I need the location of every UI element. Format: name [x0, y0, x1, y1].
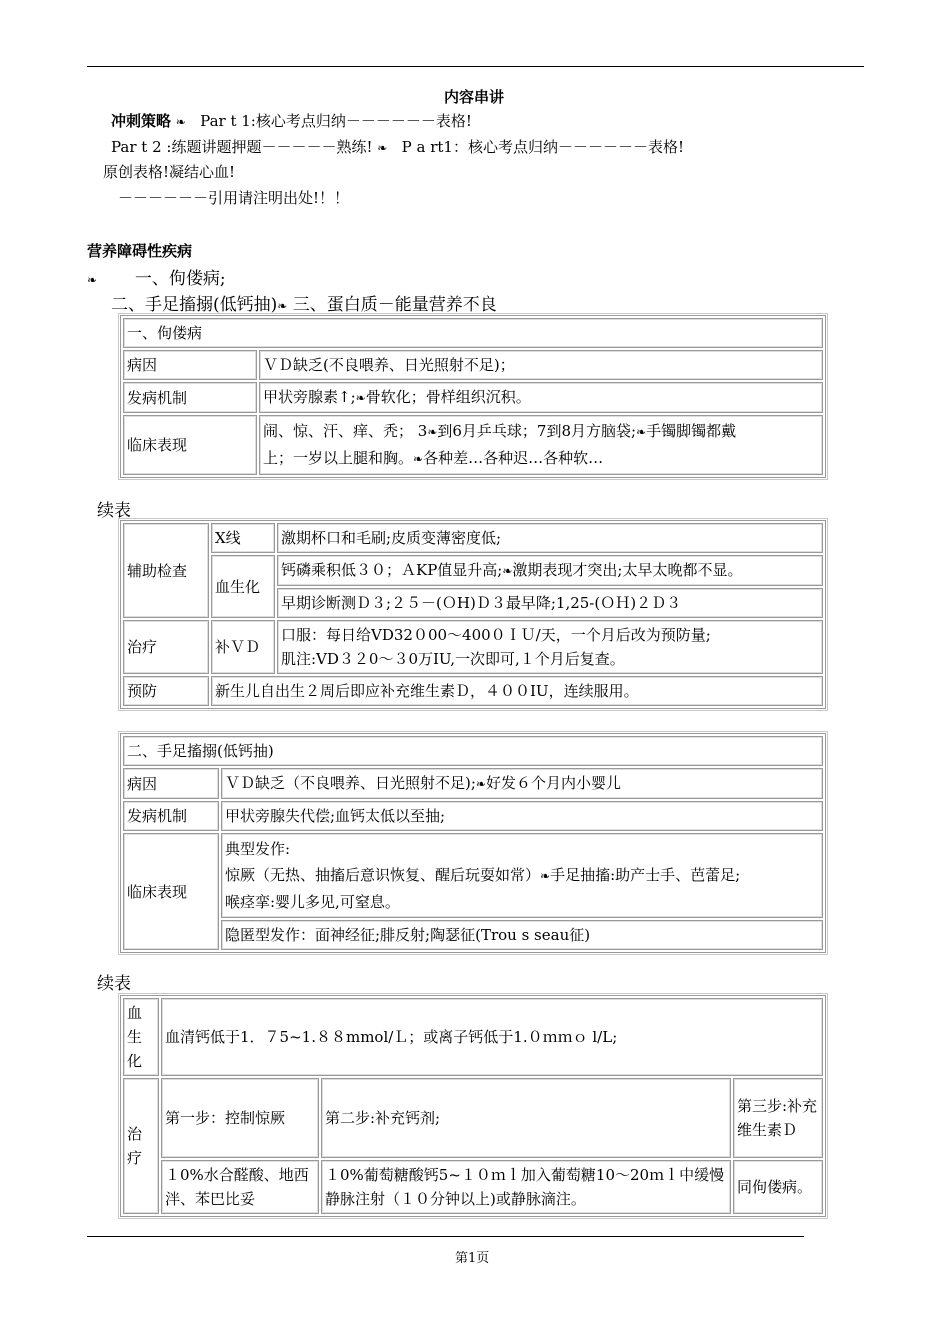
continued-label: 续表 — [97, 501, 131, 521]
toc-item-malnutrition: 三、蛋白质－能量营养不良 — [292, 295, 497, 315]
toc-item-tetany: 二、手足搐搦(低钙抽) — [111, 295, 278, 315]
document-title: 内容串讲 — [444, 88, 505, 106]
row-value — [221, 768, 823, 799]
bullet-icon: ❧ — [636, 425, 647, 439]
row-value — [259, 382, 823, 413]
row-label: 治疗 — [123, 620, 209, 674]
row-label: 辅助检查 — [123, 523, 209, 618]
strategy-label: 冲刺策略 — [111, 112, 172, 130]
step-header: 第三步:补充维生素Ｄ — [733, 1078, 823, 1158]
value-part: 好发６个月内小婴儿 — [485, 774, 621, 792]
bullet-icon: ❧ — [540, 869, 551, 883]
bullet-icon: ❧ — [413, 452, 424, 466]
value-part: 上；一岁以上腿和胸。 — [263, 449, 414, 467]
section-heading: 营养障碍性疾病 — [87, 242, 193, 260]
step-header: 第二步:补充钙剂; — [321, 1078, 731, 1158]
row-value — [277, 620, 823, 674]
row-label: 临床表现 — [123, 415, 257, 475]
part1-text: Par t 1:核心考点归纳－－－－－－表格! — [200, 112, 472, 130]
row-label: 血生化 — [123, 998, 159, 1076]
row-label: 病因 — [123, 768, 219, 799]
value-part: 肌注:VD３２0～３0万IU,一次即可,１个月后复查。 — [281, 650, 625, 668]
rickets-table — [120, 315, 826, 478]
sub-label: 血生化 — [211, 555, 275, 618]
step-detail: 同佝偻病。 — [733, 1160, 823, 1214]
row-value: ＶＤ缺乏(不良喂养、日光照射不足)； — [259, 350, 823, 380]
row-value — [221, 833, 823, 918]
intro-line-4: －－－－－－引用请注明出处!！！ — [118, 189, 350, 207]
toc-line-1 — [87, 264, 226, 289]
row-value: 血清钙低于1．７5~1.８８mmol/Ｌ；或离子钙低于1.０ｍｍｏ l/L; — [161, 998, 823, 1076]
value-part: 骨软化；骨样组织沉积。 — [365, 388, 531, 406]
value-part: 闹、惊、汗、痒、秃； 3 — [263, 422, 428, 440]
value-part: 典型发作: — [225, 840, 291, 858]
table-title: 二、手足搐搦(低钙抽) — [123, 736, 823, 766]
row-label: 病因 — [123, 350, 257, 380]
intro-line-1 — [111, 110, 472, 131]
value-part: 手足抽搐:助产士手、芭蕾足; — [550, 866, 741, 884]
row-value: 隐匿型发作：面神经征;腓反射;陶瑟征(Trou s seau征) — [221, 920, 823, 950]
toc-line-2 — [111, 290, 497, 315]
value-part: 喉痉挛:婴儿多见,可窒息。 — [225, 893, 400, 911]
table-title: 一、佝偻病 — [123, 318, 823, 348]
bullet-icon: ❧ — [175, 115, 186, 129]
row-label: 临床表现 — [123, 833, 219, 950]
row-value — [259, 415, 823, 475]
value-part: 各种差…各种迟…各种软… — [423, 449, 604, 467]
tetany-table — [120, 733, 826, 953]
sub-label: 补ＶＤ — [211, 620, 275, 674]
row-label: 发病机制 — [123, 382, 257, 413]
intro-line-2 — [111, 136, 684, 157]
row-label: 治疗 — [123, 1078, 159, 1214]
row-label: 发病机制 — [123, 801, 219, 831]
bullet-icon: ❧ — [475, 777, 486, 791]
part2-text: Par t 2 :练题讲题押题－－－－－熟练! — [111, 138, 378, 156]
sub-label: X线 — [211, 523, 275, 553]
bullet-icon: ❧ — [502, 564, 513, 578]
bullet-icon: ❧ — [377, 141, 388, 155]
row-value: 甲状旁腺失代偿;血钙太低以至抽; — [221, 801, 823, 831]
value-part: 钙磷乘积低３０；ＡKP值显升高; — [281, 561, 503, 579]
part1-repeat-text: P a rt1：核心考点归纳－－－－－－表格! — [401, 138, 684, 156]
value-part: 手镯脚镯都戴 — [646, 422, 737, 440]
page-number: 第1页 — [455, 1251, 490, 1266]
value-part: 激期表现才突出;太早太晚都不显。 — [512, 561, 743, 579]
row-value: 早期诊断测Ｄ３;２５－(ＯH)Ｄ３最早降;1,25-(ＯＨ)２Ｄ３ — [277, 588, 823, 618]
bullet-icon: ❧ — [87, 273, 98, 287]
bullet-icon: ❧ — [427, 425, 438, 439]
step-header: 第一步：控制惊厥 — [161, 1078, 319, 1158]
value-part: 甲状旁腺素↑; — [263, 388, 356, 406]
row-value: 新生儿自出生２周后即应补充维生素Ｄ，４００IU，连续服用。 — [211, 676, 823, 706]
tetany-continued-table — [120, 995, 826, 1217]
bottom-rule — [87, 1236, 804, 1237]
toc-item-rickets: 一、佝偻病; — [134, 269, 226, 289]
step-detail: １0%葡萄糖酸钙5~１０ｍｌ加入葡萄糖10～20ｍｌ中缓慢静脉注射（１０分钟以上)或静脉滴注。 — [321, 1160, 731, 1214]
top-rule — [87, 66, 864, 67]
rickets-continued-table — [120, 520, 826, 709]
step-detail: １0%水合醛酸、地西泮、苯巴比妥 — [161, 1160, 319, 1214]
bullet-icon: ❧ — [355, 391, 366, 405]
value-part: 到6月乒乓球；7到8月方脑袋; — [437, 422, 637, 440]
value-part: ＶＤ缺乏（不良喂养、日光照射不足); — [225, 774, 476, 792]
bullet-icon: ❧ — [277, 299, 288, 313]
value-part: 惊厥（无热、抽搐后意识恢复、醒后玩耍如常） — [225, 866, 541, 884]
continued-label: 续表 — [97, 974, 131, 994]
row-label: 预防 — [123, 676, 209, 706]
value-part: 口服：每日给VD32０00～400０ＩＵ/天，一个月后改为预防量; — [281, 626, 711, 644]
intro-line-3: 原创表格!凝结心血! — [103, 163, 236, 181]
row-value — [277, 555, 823, 586]
row-value: 激期杯口和毛刷;皮质变薄密度低; — [277, 523, 823, 553]
